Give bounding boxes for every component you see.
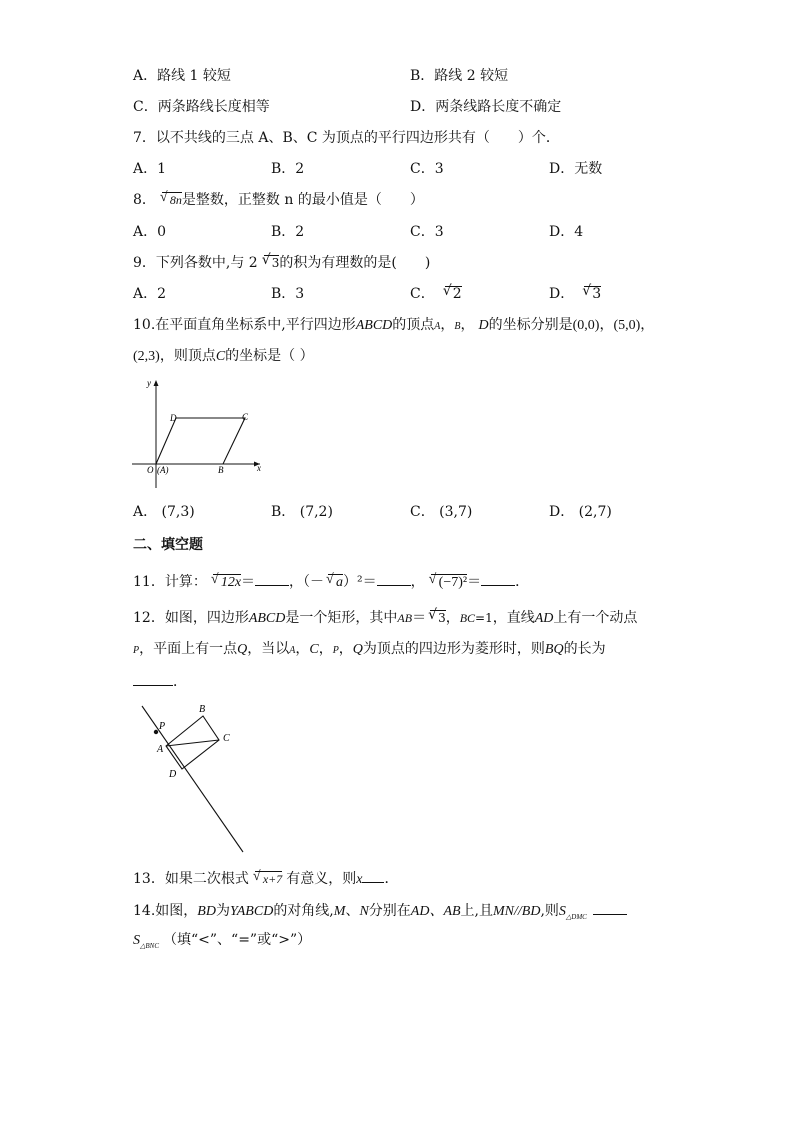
q12-eq2: =1 — [475, 611, 493, 625]
q12-a: 12．如图，四边形 — [133, 610, 249, 626]
q10-sep: ， — [640, 317, 655, 333]
q9-option-d-label: D． — [549, 286, 575, 302]
q9-radical: √ 3 — [264, 255, 280, 271]
label-b: B — [199, 704, 206, 715]
q12-point-p: P — [133, 645, 140, 656]
section-heading: 二、填空题 — [133, 537, 203, 553]
q12-sep: ， — [338, 641, 353, 657]
q6-option-b: B．路线 2 较短 — [410, 68, 509, 84]
q11-radical-1: √ 12x — [213, 574, 241, 590]
q14-s1: S — [558, 904, 566, 919]
q10-option-d: D． (2,7) — [549, 504, 612, 520]
parallelogram-abcd — [156, 418, 245, 464]
q12-d: ，直线 — [492, 610, 535, 626]
q8-option-a: A．0 — [133, 224, 167, 240]
q12-i: 的长为 — [563, 641, 606, 657]
q12-ab: AB — [397, 611, 413, 625]
q13-blank[interactable] — [362, 868, 384, 883]
q6-option-d: D．两条线路长度不确定 — [410, 99, 562, 115]
q8-option-c: C．3 — [410, 224, 444, 240]
q10-coord-d: (2,3) — [133, 349, 160, 364]
q12-sep: ， — [318, 641, 333, 657]
q14-parallel: MN//BD — [493, 904, 541, 919]
label-p: P — [159, 721, 166, 732]
q10-option-c: C． (3,7) — [410, 504, 473, 520]
q11-radical-2: √ a — [328, 574, 343, 590]
q6-option-c: C．两条路线长度相等 — [133, 99, 270, 115]
q14-c: 的对角线, — [273, 903, 334, 919]
q14-parallelogram: YABCD — [229, 904, 274, 919]
q10-line1 — [133, 316, 654, 336]
q14-s2-sub: △BNC — [140, 941, 159, 950]
x-axis-label: x — [257, 463, 261, 473]
line-ad — [142, 706, 243, 852]
label-d: D — [169, 769, 177, 780]
q10-coord-b: (5,0) — [613, 318, 641, 333]
q10-line1-c: 的坐标分别是 — [488, 317, 573, 333]
q11-e: ， — [410, 574, 425, 590]
q12-line2 — [133, 640, 606, 660]
q14-s1-sub: △DMC — [565, 912, 587, 921]
q14-line2 — [133, 931, 311, 955]
q12-bc: BC — [459, 611, 476, 625]
q11-b: ＝ — [241, 574, 256, 590]
q11-a: 11．计算： — [133, 574, 207, 590]
q9-stem — [133, 254, 430, 272]
q12-eq1: ＝ — [412, 610, 427, 626]
q10-coord-a: (0,0) — [572, 318, 600, 333]
q14-a: 14.如图， — [133, 903, 198, 919]
q12-bq: BQ — [544, 642, 564, 657]
q11-d: ）²＝ — [343, 574, 377, 590]
q12-end: ． — [173, 674, 187, 690]
q14-s2: S — [133, 933, 140, 948]
q10-sep: ， — [440, 317, 455, 333]
q10-coordinate-figure — [130, 376, 270, 492]
q11-c: ，（－ — [289, 574, 325, 590]
q12-rectangle-figure — [132, 700, 252, 858]
q14-line1 — [133, 900, 627, 926]
q12-blank[interactable] — [133, 671, 173, 686]
q8-radical: √ 8n — [162, 192, 182, 208]
q11-radical-3: √ (−7)² — [431, 574, 467, 590]
q10-point-d: D — [478, 318, 489, 333]
diagonal-ac — [166, 740, 219, 746]
q6-option-a: A．路线 1 较短 — [133, 68, 231, 84]
q7-option-b: B．2 — [271, 161, 305, 177]
q12-rect-name: ABCD — [248, 611, 286, 626]
q13-x: x — [356, 872, 363, 887]
q14-blank[interactable] — [593, 900, 627, 915]
q12-point-q: Q — [237, 642, 248, 657]
q14-bd: BD — [197, 904, 216, 919]
q11-blank-3[interactable] — [481, 571, 515, 586]
origin-label: O — [147, 465, 154, 475]
q9-option-d — [549, 285, 601, 303]
q10-sep: ， — [599, 317, 614, 333]
q9-option-a: A．2 — [133, 286, 167, 302]
vertex-c-label: C — [242, 412, 249, 422]
q9-option-c-radical: √ 2 — [445, 286, 462, 302]
q12-ad: AD — [534, 611, 554, 626]
q9-option-c — [410, 285, 462, 303]
label-a: A — [157, 744, 164, 755]
q12-b: 是一个矩形，其中 — [285, 610, 398, 626]
q10-parallelogram-name: ABCD — [355, 318, 393, 333]
q8-option-d: D．4 — [549, 224, 584, 240]
q14-e: 分别在 — [368, 903, 411, 919]
q9-option-c-label: C． — [410, 286, 435, 302]
q10-sep: ， — [460, 317, 475, 333]
q11-f: ＝ — [467, 574, 482, 590]
q11-blank-2[interactable] — [377, 571, 411, 586]
y-axis-arrow — [154, 380, 159, 386]
q11-g: ． — [515, 574, 530, 590]
q13-a: 13．如果二次根式 — [133, 871, 249, 887]
q8-option-b: B．2 — [271, 224, 305, 240]
q14-f: 上,且 — [460, 903, 493, 919]
q7-option-c: C．3 — [410, 161, 444, 177]
q7-option-d: D．无数 — [549, 161, 603, 177]
q10-option-a: A． (7,3) — [133, 504, 195, 520]
q12-g: ，当以 — [247, 641, 290, 657]
q9-stem-a: 9．下列各数中,与 2 — [133, 255, 258, 271]
q10-line2-a: ，则顶点 — [159, 348, 216, 364]
q14-adab: AD、AB — [410, 904, 461, 919]
q11-line — [133, 571, 529, 591]
q7-option-a: A．1 — [133, 161, 167, 177]
q10-point-a: A — [434, 321, 441, 332]
vertex-d-label: D — [170, 413, 177, 423]
vertex-b-label: B — [218, 465, 224, 475]
q8-number: 8． — [133, 192, 156, 208]
q8-stem-rest: 是整数，正整数 n 的最小值是（ ） — [181, 192, 424, 208]
q10-line2 — [133, 347, 314, 366]
q12-radical: √ 3 — [430, 610, 446, 626]
label-c: C — [223, 733, 230, 744]
vertex-a-label: (A) — [157, 465, 169, 475]
q12-e: 上有一个动点 — [553, 610, 638, 626]
q10-option-b: B． (7,2) — [271, 504, 333, 520]
q12-f: ，平面上有一点 — [139, 641, 238, 657]
q12-line1 — [133, 609, 637, 628]
q14-g: ,则 — [540, 903, 559, 919]
q9-option-b: B．3 — [271, 286, 305, 302]
q13-b: 有意义，则 — [286, 871, 357, 887]
q14-b: 为 — [215, 903, 230, 919]
q11-blank-1[interactable] — [255, 571, 289, 586]
q12-pq: Q — [352, 642, 363, 657]
q14-h: （填“<”、“=”或“>”） — [163, 932, 312, 948]
q12-pp: P — [332, 645, 339, 656]
q14-m: M — [333, 904, 346, 919]
q12-h: 为顶点的四边形为菱形时，则 — [362, 641, 545, 657]
q14-d: 、 — [345, 903, 360, 919]
y-axis-label: y — [147, 378, 151, 388]
q10-point-c: C — [215, 349, 226, 364]
point-p-dot — [154, 730, 158, 734]
q14-n: N — [359, 904, 369, 919]
q8-stem — [133, 191, 424, 209]
q12-line3 — [133, 671, 187, 691]
q9-stem-b: 的积为有理数的是( ) — [279, 255, 431, 271]
q13-line — [133, 868, 398, 889]
q13-radical: √ x+7 — [255, 871, 282, 887]
q10-point-b: B — [454, 321, 461, 332]
q10-line1-b: 的顶点 — [392, 317, 435, 333]
q12-sep: ， — [295, 641, 310, 657]
q13-end: ． — [384, 871, 399, 887]
q7-stem: 7．以不共线的三点 A、B、C 为顶点的平行四边形共有（ ）个． — [133, 130, 560, 146]
q10-line2-b: 的坐标是（ ） — [225, 348, 314, 364]
q12-pa: A — [289, 645, 296, 656]
q10-line1-a: 10.在平面直角坐标系中,平行四边形 — [133, 317, 356, 333]
q9-option-d-radical: √ 3 — [584, 286, 601, 302]
q12-c: ， — [445, 610, 460, 626]
q12-pc: C — [309, 642, 319, 657]
